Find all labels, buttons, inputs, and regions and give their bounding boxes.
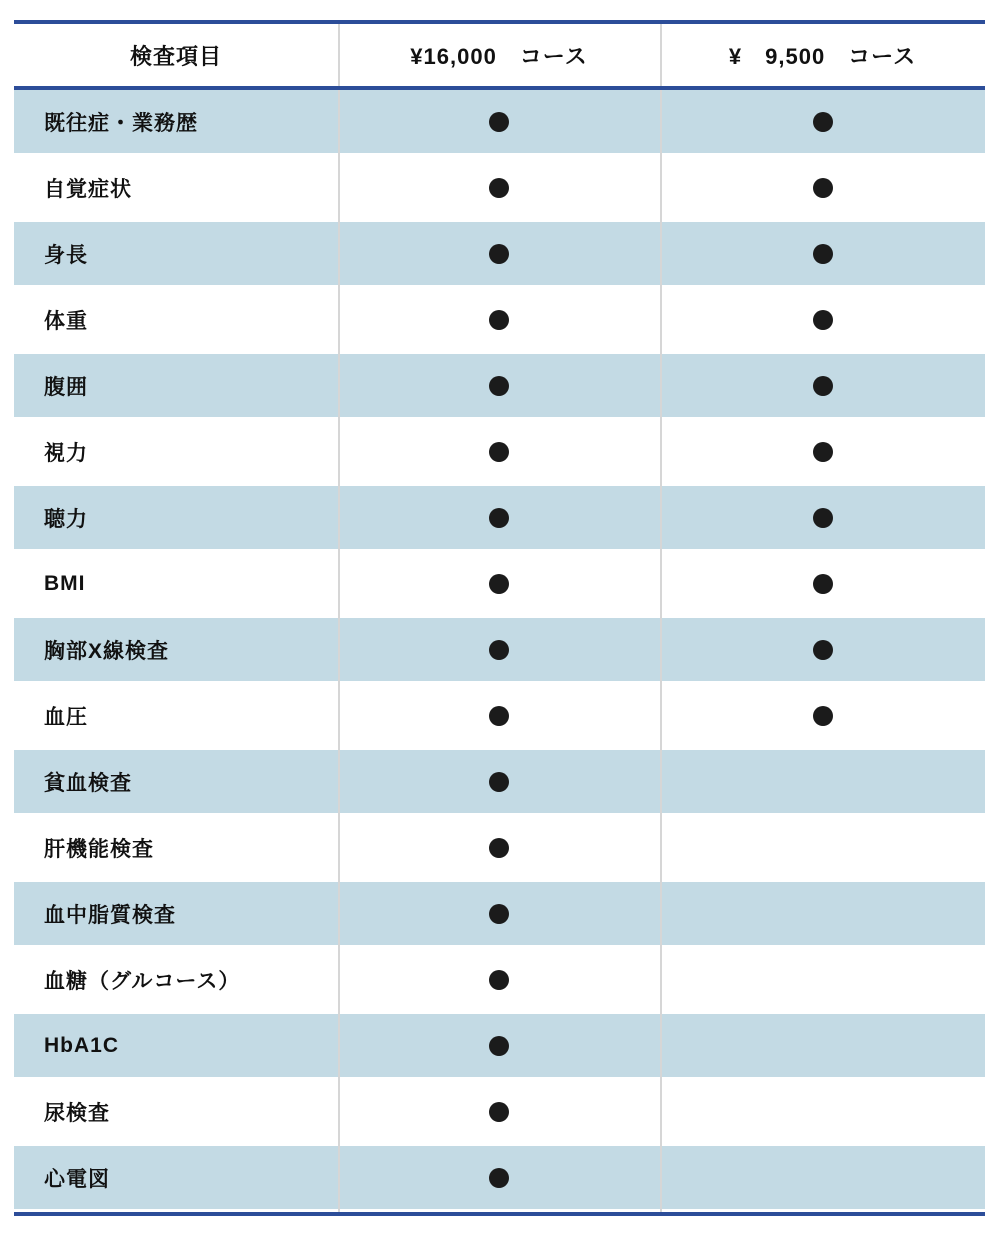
course-16000-cell bbox=[338, 684, 660, 747]
exam-item-label: 血圧 bbox=[44, 705, 88, 729]
included-dot-icon bbox=[813, 112, 833, 132]
course-9500-cell bbox=[660, 1080, 985, 1143]
table-row bbox=[14, 486, 985, 549]
course-16000-cell bbox=[338, 618, 660, 681]
course-16000-cell bbox=[338, 222, 660, 285]
column-divider bbox=[660, 24, 662, 1212]
table-row bbox=[14, 684, 985, 747]
table-row bbox=[14, 882, 985, 945]
included-dot-icon bbox=[489, 640, 509, 660]
course-16000-cell bbox=[338, 1080, 660, 1143]
exam-item-label: BMI bbox=[44, 571, 86, 595]
exam-item-label: HbA1C bbox=[44, 1033, 120, 1057]
included-dot-icon bbox=[813, 244, 833, 264]
table-row bbox=[14, 90, 985, 153]
table-row bbox=[14, 750, 985, 813]
included-dot-icon bbox=[489, 772, 509, 792]
table-row bbox=[14, 156, 985, 219]
header-course-9500: ¥ 9,500 コース bbox=[728, 43, 917, 69]
course-16000-cell bbox=[338, 288, 660, 351]
included-dot-icon bbox=[489, 706, 509, 726]
exam-item-label: 身長 bbox=[44, 243, 88, 267]
course-9500-cell bbox=[660, 222, 985, 285]
exam-item-label: 尿検査 bbox=[44, 1101, 110, 1125]
included-dot-icon bbox=[489, 1102, 509, 1122]
table-row bbox=[14, 618, 985, 681]
exam-item-label: 胸部X線検査 bbox=[44, 639, 170, 663]
exam-item-label: 心電図 bbox=[44, 1167, 110, 1191]
course-9500-cell bbox=[660, 90, 985, 153]
header-course-16000: ¥16,000 コース bbox=[410, 43, 588, 69]
exam-item-label: 貧血検査 bbox=[44, 771, 132, 795]
table-row bbox=[14, 948, 985, 1011]
course-9500-cell bbox=[660, 354, 985, 417]
included-dot-icon bbox=[489, 574, 509, 594]
table-row bbox=[14, 222, 985, 285]
included-dot-icon bbox=[489, 244, 509, 264]
course-16000-cell bbox=[338, 882, 660, 945]
course-comparison-table bbox=[14, 20, 985, 1216]
course-16000-cell bbox=[338, 750, 660, 813]
course-9500-cell bbox=[660, 750, 985, 813]
included-dot-icon bbox=[813, 508, 833, 528]
included-dot-icon bbox=[489, 112, 509, 132]
course-9500-cell bbox=[660, 948, 985, 1011]
included-dot-icon bbox=[489, 1036, 509, 1056]
course-16000-cell bbox=[338, 948, 660, 1011]
course-9500-cell bbox=[660, 684, 985, 747]
exam-item-label: 既往症・業務歴 bbox=[44, 111, 198, 135]
included-dot-icon bbox=[489, 442, 509, 462]
included-dot-icon bbox=[813, 640, 833, 660]
table-bottom-border bbox=[14, 1212, 985, 1216]
course-9500-cell bbox=[660, 618, 985, 681]
exam-item-label: 肝機能検査 bbox=[44, 837, 154, 861]
included-dot-icon bbox=[489, 508, 509, 528]
course-9500-cell bbox=[660, 882, 985, 945]
course-16000-cell bbox=[338, 156, 660, 219]
course-9500-cell bbox=[660, 156, 985, 219]
table-row bbox=[14, 1146, 985, 1209]
included-dot-icon bbox=[489, 904, 509, 924]
exam-item-label: 自覚症状 bbox=[44, 177, 132, 201]
course-16000-cell bbox=[338, 552, 660, 615]
course-16000-cell bbox=[338, 486, 660, 549]
course-9500-cell bbox=[660, 1146, 985, 1209]
table-row bbox=[14, 816, 985, 879]
included-dot-icon bbox=[813, 376, 833, 396]
table-header-row bbox=[14, 20, 985, 90]
header-exam-item: 検査項目 bbox=[129, 43, 222, 69]
table-row bbox=[14, 1080, 985, 1143]
course-16000-cell bbox=[338, 1146, 660, 1209]
included-dot-icon bbox=[489, 838, 509, 858]
included-dot-icon bbox=[489, 376, 509, 396]
column-divider bbox=[338, 24, 340, 1212]
included-dot-icon bbox=[813, 310, 833, 330]
table-row bbox=[14, 420, 985, 483]
included-dot-icon bbox=[489, 178, 509, 198]
exam-item-label: 腹囲 bbox=[44, 375, 88, 399]
table-row bbox=[14, 1014, 985, 1077]
included-dot-icon bbox=[489, 1168, 509, 1188]
course-16000-cell bbox=[338, 90, 660, 153]
included-dot-icon bbox=[813, 178, 833, 198]
course-9500-cell bbox=[660, 288, 985, 351]
course-9500-cell bbox=[660, 816, 985, 879]
included-dot-icon bbox=[813, 442, 833, 462]
course-9500-cell bbox=[660, 486, 985, 549]
included-dot-icon bbox=[489, 970, 509, 990]
table-body bbox=[14, 90, 985, 1209]
included-dot-icon bbox=[813, 706, 833, 726]
exam-item-label: 血糖（グルコース） bbox=[44, 969, 241, 993]
table-row bbox=[14, 354, 985, 417]
exam-item-label: 体重 bbox=[44, 309, 88, 333]
exam-item-label: 視力 bbox=[44, 441, 88, 465]
included-dot-icon bbox=[489, 310, 509, 330]
course-16000-cell bbox=[338, 420, 660, 483]
course-9500-cell bbox=[660, 1014, 985, 1077]
course-9500-cell bbox=[660, 420, 985, 483]
course-16000-cell bbox=[338, 1014, 660, 1077]
course-9500-cell bbox=[660, 552, 985, 615]
exam-item-label: 聴力 bbox=[44, 507, 88, 531]
table-row bbox=[14, 288, 985, 351]
exam-item-label: 血中脂質検査 bbox=[44, 903, 176, 927]
table-row bbox=[14, 552, 985, 615]
included-dot-icon bbox=[813, 574, 833, 594]
course-16000-cell bbox=[338, 354, 660, 417]
course-16000-cell bbox=[338, 816, 660, 879]
